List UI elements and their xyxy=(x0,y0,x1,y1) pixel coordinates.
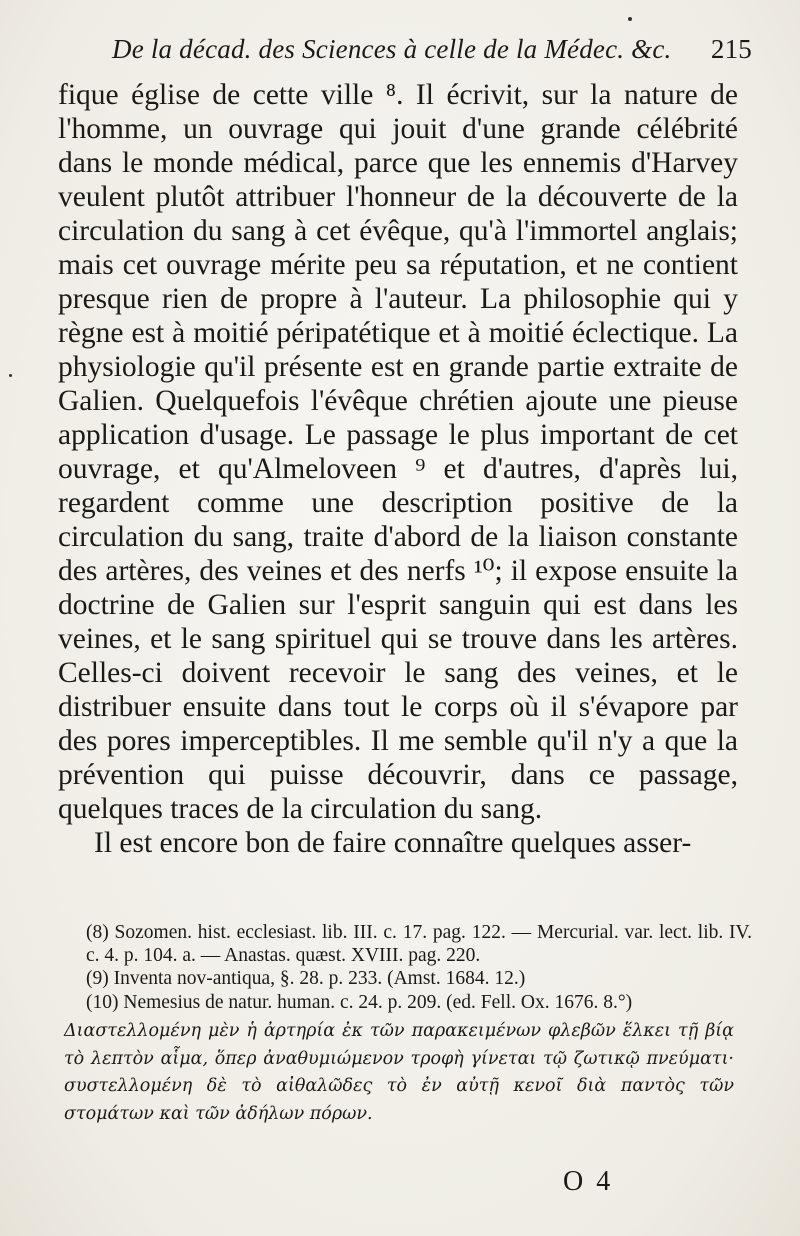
footnotes xyxy=(64,922,752,1129)
paragraph: fique église de cette ville ⁸. Il écrivit, sur la nature de l'homme, un ouvrage qui jouit d'une grande célébrité dans le monde médical, parce que les ennemis d'Harvey veulent plutôt attribuer l'honneur de la découverte de la circulation du sang à cet évêque, qu'à l'immortel anglais; mais cet ouvrage mérite peu sa réputation, et ne contient presque rien de propre à l'auteur. La philosophie qui y règne est à moitié péripatétique et à moitié éclectique. La physiologie qu'il présente est en grande partie extraite de Galien. Quelquefois l'évêque chrétien ajoute une pieuse application d'usage. Le passage le plus important de cet ouvrage, et qu'Almeloveen ⁹ et d'autres, d'après lui, regardent comme une description positive de la circulation du sang, traite d'abord de la liaison constante des artères, des veines et des nerfs ¹⁰; il expose ensuite la doctrine de Galien sur l'esprit sanguin qui est dans les veines, et le sang spirituel qui se trouve dans les artères. Celles-ci doivent recevoir le sang des veines, et le distribuer ensuite dans tout le corps où il s'évapore par des pores imperceptibles. Il me semble qu'il n'y a que la prévention qui puisse découvrir, dans ce passage, quelques traces de la circulation du sang. xyxy=(58,79,738,825)
footnote-8: (8) Sozomen. hist. ecclesiast. lib. III. c. 17. pag. 122. — Mercurial. var. lect. lib. IV. c. 4. p. 104. a. — Anastas. quæst. XVIII. pag. 220. xyxy=(86,922,752,966)
footnote-9: (9) Inventa nov-antiqua, §. 28. p. 233. (Amst. 1684. 12.) xyxy=(86,968,526,989)
ink-dot xyxy=(9,374,12,377)
page-number: 215 xyxy=(710,34,752,64)
paragraph: Il est encore bon de faire connaître quelques asser- xyxy=(94,827,692,859)
running-header xyxy=(112,34,752,65)
signature-mark: O 4 xyxy=(563,1166,614,1197)
greek-quotation: Διαστελλομένη μὲν ἡ ἀρτηρία ἐκ τῶν παρακειμένων φλεβῶν ἕλκει τῇ βίᾳ τὸ λεπτὸν αἷμα, ὅπερ ἀναθυμιώμενον τροφὴ γίνεται τῷ ζωτικῷ πνεύματι· συστελλομένη δὲ τὸ αἰθαλῶδες τὸ ἐν αὐτῇ κενοῖ διὰ παντὸς τῶν στομάτων καὶ τῶν ἀδήλων πόρων. xyxy=(64,1021,734,1124)
ink-dot xyxy=(628,17,632,21)
running-title: De la décad. des Sciences à celle de la Médec. &c. xyxy=(112,34,672,64)
main-text xyxy=(58,78,738,860)
footnote-10: (10) Nemesius de natur. human. c. 24. p. 209. (ed. Fell. Ox. 1676. 8.°) xyxy=(86,991,633,1013)
